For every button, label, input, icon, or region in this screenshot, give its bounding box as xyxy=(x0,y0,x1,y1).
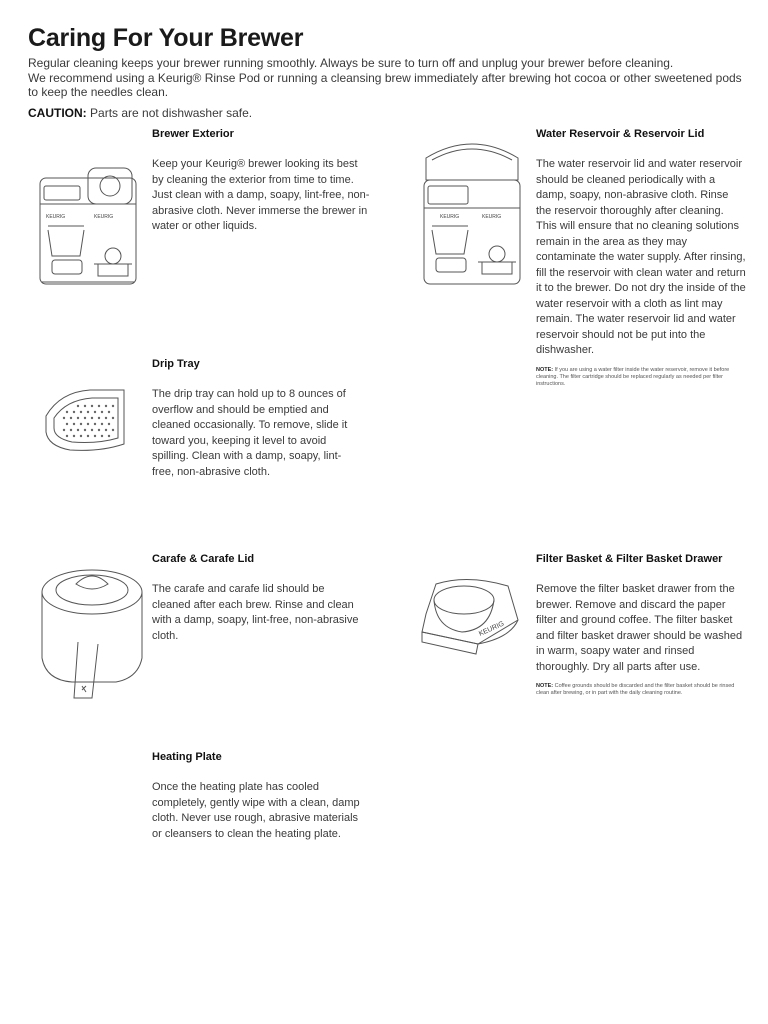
water-reservoir-note-text: If you are using a water filter inside the water reservoir, remove it before cleaning. The filter cartridge should be replaced regularly as needed per filter instructions. xyxy=(536,366,730,387)
caution-label: CAUTION: xyxy=(28,106,87,120)
brewer-brand-label: KEURIG xyxy=(46,214,66,220)
heating-plate-heading: Heating Plate xyxy=(152,751,222,763)
brewer-illustration xyxy=(34,164,144,288)
section-drip-tray xyxy=(152,358,362,480)
water-reservoir-note xyxy=(536,367,746,389)
section-brewer-exterior xyxy=(152,128,372,235)
brewer-exterior-heading: Brewer Exterior xyxy=(152,128,234,140)
filter-basket-illustration xyxy=(418,574,524,658)
brewer-brand-label-2: KEURIG xyxy=(94,214,114,220)
brewer-exterior-body: Keep your Keurig® brewer looking its best by cleaning the exterior from time to time. Just clean with a damp, soapy, lint-free, non-abrasive cloth. Never immerse the brewer in water or other liquids. xyxy=(152,158,370,232)
caution-text: Parts are not dishwasher safe. xyxy=(90,106,253,120)
drip-tray-illustration xyxy=(40,386,130,456)
intro-text xyxy=(28,56,743,100)
filter-basket-body: Remove the filter basket drawer from the brewer. Remove and discard the paper filter and ground coffee. The filter basket and filter basket drawer should be washed in warm, soapy water and rinsed thoroughly. Dry all parts after use. xyxy=(536,583,743,673)
carafe-heading: Carafe & Carafe Lid xyxy=(152,553,255,565)
filter-brand-label: KEURIG xyxy=(477,620,506,638)
filter-basket-note-label: NOTE: xyxy=(536,683,554,689)
carafe-illustration xyxy=(36,562,148,702)
intro-line-1: Regular cleaning keeps your brewer running smoothly. Always be sure to turn off and unplug your brewer before cleaning. xyxy=(28,56,674,70)
reservoir-brand-label: KEURIG xyxy=(440,214,460,220)
filter-basket-note-text: Coffee grounds should be discarded and the filter basket should be rinsed clean after brewing, or in part with the daily cleaning routine. xyxy=(536,683,735,697)
heating-plate-body: Once the heating plate has cooled completely, gently wipe with a clean, damp cloth. Never use rough, abrasive materials or cleansers to clean the heating plate. xyxy=(152,781,360,840)
water-reservoir-body: The water reservoir lid and water reservoir should be cleaned periodically with a damp, soapy, non-abrasive cloth. Rinse the reservoir thoroughly after cleaning. This will ensure that no cleaning solutions remain in the area as they may contaminate the water supply. After rinsing, fill the reservoir with clean water and return it to the brewer. Do not dry the inside of the water reservoir with a cloth as lint may remain. The water reservoir lid and water reservoir should not be put into the dishwasher. xyxy=(536,158,746,356)
water-reservoir-heading: Water Reservoir & Reservoir Lid xyxy=(536,128,705,140)
section-carafe xyxy=(152,553,362,644)
carafe-body: The carafe and carafe lid should be cleaned after each brew. Rinse and clean with a damp, soapy, lint-free, non-abrasive cloth. xyxy=(152,583,359,642)
section-water-reservoir xyxy=(536,128,746,388)
reservoir-illustration xyxy=(418,130,526,288)
reservoir-brand-label-2: KEURIG xyxy=(482,214,502,220)
section-heating-plate xyxy=(152,751,367,842)
drip-tray-body: The drip tray can hold up to 8 ounces of overflow and should be emptied and cleaned occasionally. To remove, slide it toward you, keeping it level to avoid spilling. Clean with a damp, soapy, lint-free, non-abrasive cloth. xyxy=(152,388,348,478)
drip-tray-dots xyxy=(63,405,114,437)
caution-notice xyxy=(28,106,252,120)
drip-tray-heading: Drip Tray xyxy=(152,358,200,370)
filter-basket-heading: Filter Basket & Filter Basket Drawer xyxy=(536,553,723,565)
filter-basket-note xyxy=(536,683,746,697)
water-reservoir-note-label: NOTE: xyxy=(536,366,554,373)
intro-line-2: We recommend using a Keurig® Rinse Pod or running a cleansing brew immediately after brewing hot cocoa or other sweetened pods to keep the needles clean. xyxy=(28,70,742,99)
section-filter-basket xyxy=(536,553,746,697)
page-title: Caring For Your Brewer xyxy=(28,24,304,52)
